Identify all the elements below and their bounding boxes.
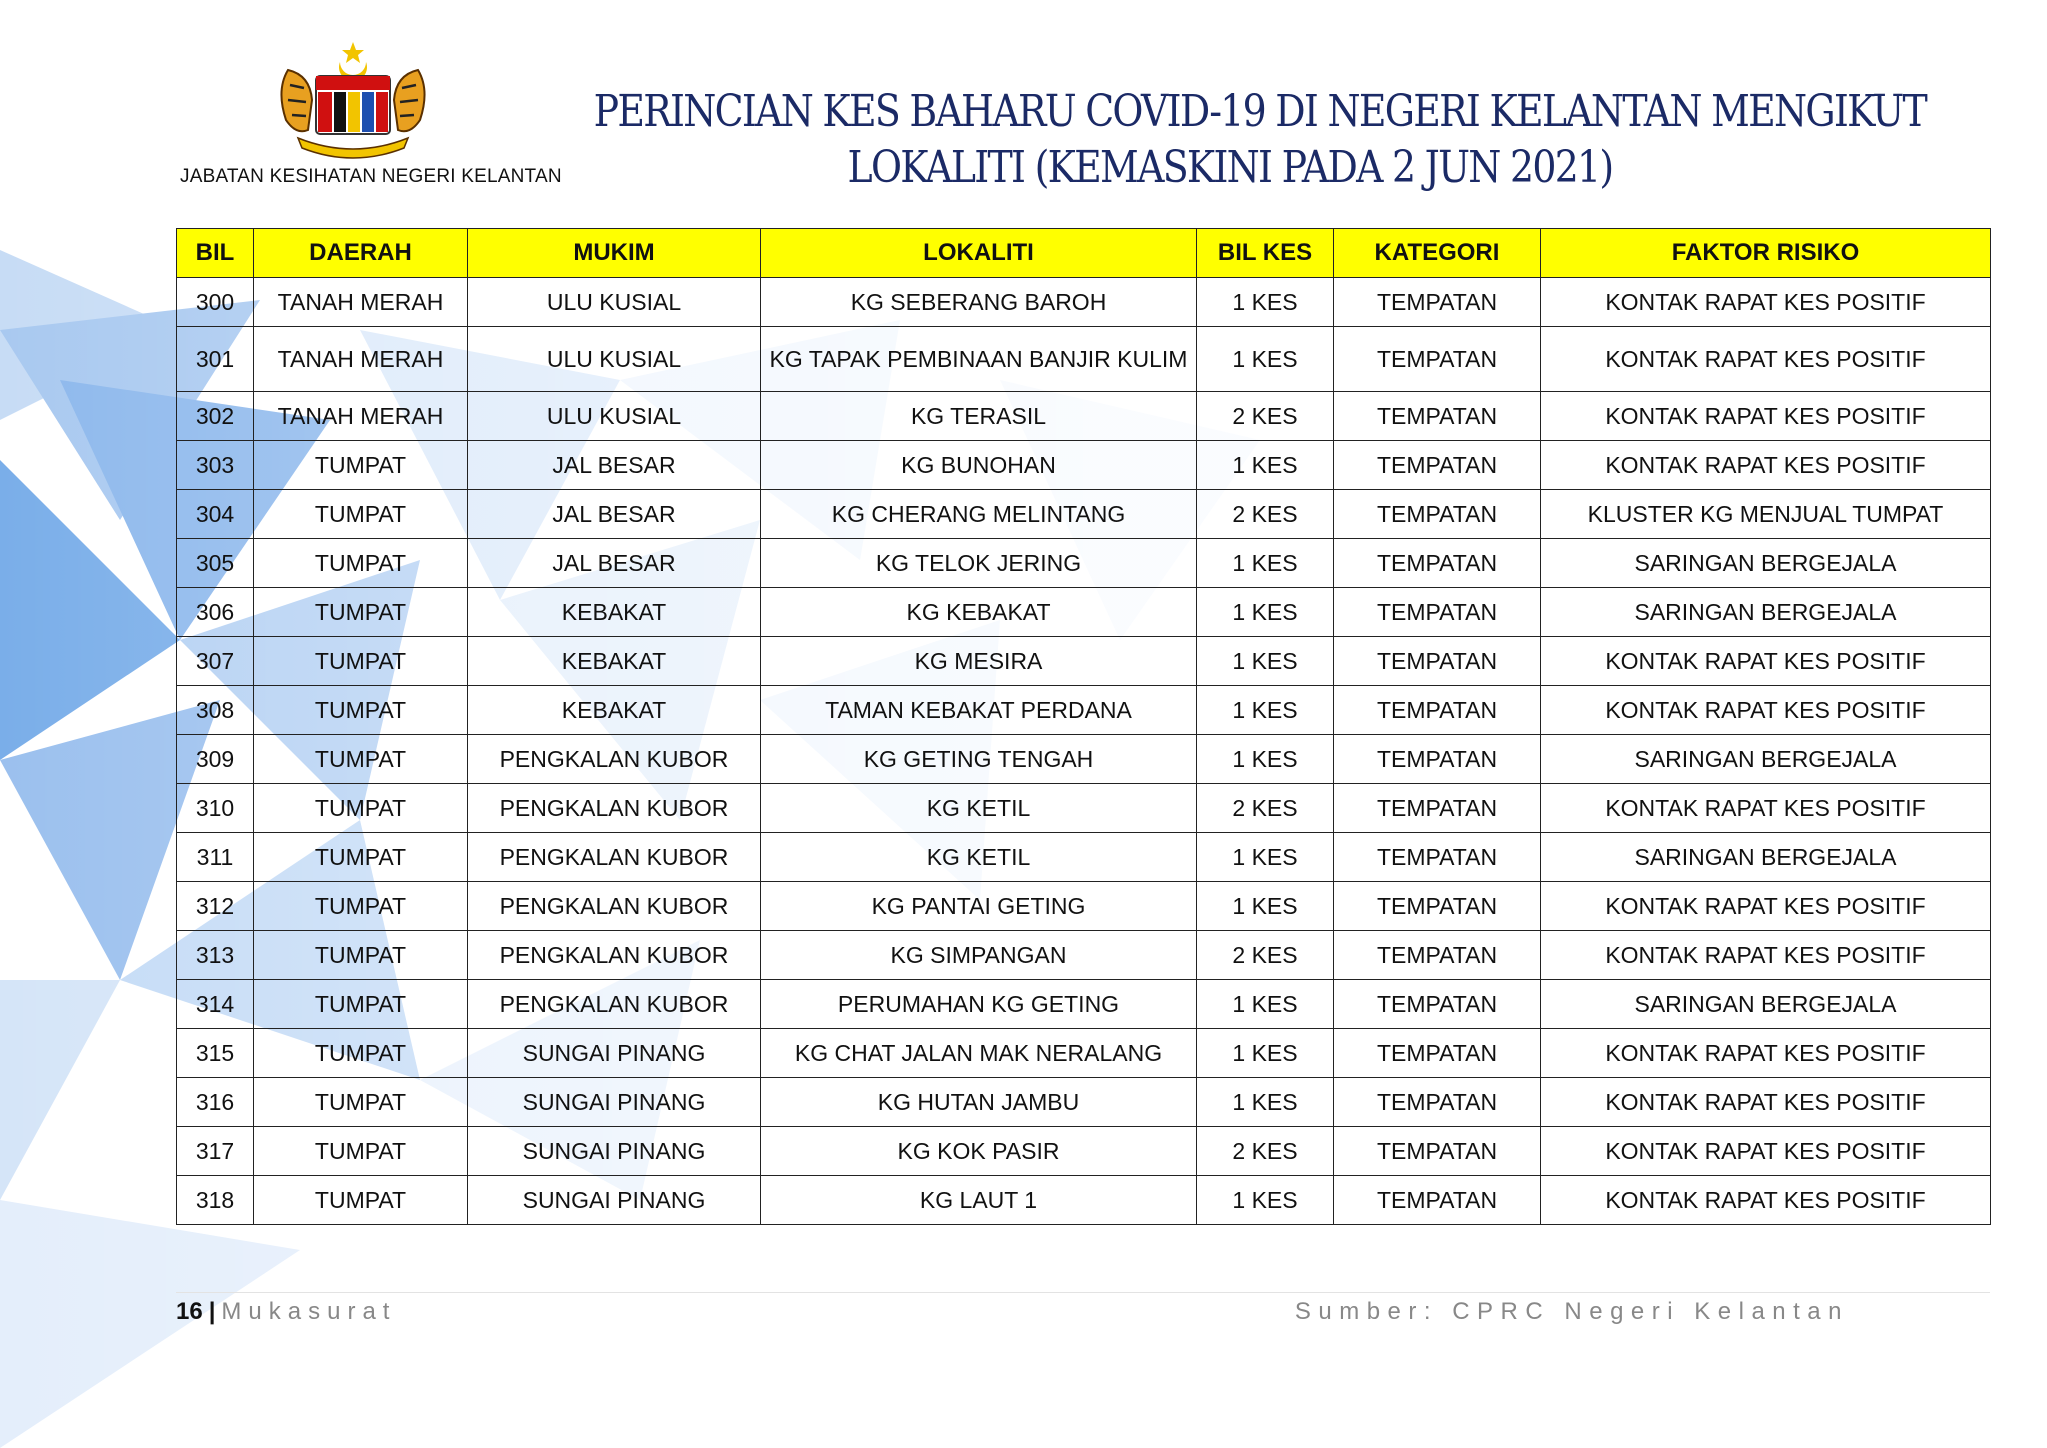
kategori-cell: TEMPATAN bbox=[1334, 784, 1541, 833]
table-row bbox=[177, 441, 1991, 490]
bil-kes-cell: 1 KES bbox=[1197, 1078, 1334, 1127]
mukim-cell: SUNGAI PINANG bbox=[468, 1078, 761, 1127]
bil-cell: 308 bbox=[177, 686, 254, 735]
mukim-cell: PENGKALAN KUBOR bbox=[468, 980, 761, 1029]
bil-cell: 316 bbox=[177, 1078, 254, 1127]
table-row bbox=[177, 882, 1991, 931]
faktor-risiko-cell: SARINGAN BERGEJALA bbox=[1541, 735, 1991, 784]
lokaliti-cell: KG KEBAKAT bbox=[761, 588, 1197, 637]
faktor-risiko-cell: SARINGAN BERGEJALA bbox=[1541, 588, 1991, 637]
daerah-cell: TANAH MERAH bbox=[254, 327, 468, 392]
table-row bbox=[177, 735, 1991, 784]
lokaliti-cell: KG KETIL bbox=[761, 833, 1197, 882]
organization-name: JABATAN KESIHATAN NEGERI KELANTAN bbox=[180, 166, 562, 187]
mukim-cell: JAL BESAR bbox=[468, 539, 761, 588]
bil-kes-cell: 1 KES bbox=[1197, 833, 1334, 882]
bil-cell: 314 bbox=[177, 980, 254, 1029]
table-row bbox=[177, 1176, 1991, 1225]
footer-divider bbox=[176, 1292, 1990, 1293]
table-row bbox=[177, 833, 1991, 882]
faktor-risiko-cell: KONTAK RAPAT KES POSITIF bbox=[1541, 327, 1991, 392]
lokaliti-cell: KG LAUT 1 bbox=[761, 1176, 1197, 1225]
lokaliti-cell: KG SIMPANGAN bbox=[761, 931, 1197, 980]
bil-kes-cell: 1 KES bbox=[1197, 637, 1334, 686]
bil-kes-cell: 2 KES bbox=[1197, 392, 1334, 441]
table-row bbox=[177, 327, 1991, 392]
daerah-cell: TUMPAT bbox=[254, 441, 468, 490]
table-row bbox=[177, 278, 1991, 327]
bil-cell: 300 bbox=[177, 278, 254, 327]
bil-kes-cell: 1 KES bbox=[1197, 588, 1334, 637]
daerah-cell: TANAH MERAH bbox=[254, 278, 468, 327]
faktor-risiko-cell: KONTAK RAPAT KES POSITIF bbox=[1541, 392, 1991, 441]
kategori-cell: TEMPATAN bbox=[1334, 833, 1541, 882]
bil-cell: 311 bbox=[177, 833, 254, 882]
bil-cell: 307 bbox=[177, 637, 254, 686]
page-footer-number bbox=[176, 1298, 396, 1326]
kategori-cell: TEMPATAN bbox=[1334, 980, 1541, 1029]
page-label: Mukasurat bbox=[221, 1298, 397, 1325]
mukim-cell: PENGKALAN KUBOR bbox=[468, 931, 761, 980]
kategori-cell: TEMPATAN bbox=[1334, 1176, 1541, 1225]
bil-cell: 302 bbox=[177, 392, 254, 441]
faktor-risiko-cell: KONTAK RAPAT KES POSITIF bbox=[1541, 1176, 1991, 1225]
faktor-risiko-cell: KONTAK RAPAT KES POSITIF bbox=[1541, 441, 1991, 490]
faktor-risiko-cell: KONTAK RAPAT KES POSITIF bbox=[1541, 931, 1991, 980]
column-header: BIL KES bbox=[1197, 229, 1334, 278]
lokaliti-cell: KG KOK PASIR bbox=[761, 1127, 1197, 1176]
daerah-cell: TUMPAT bbox=[254, 1078, 468, 1127]
bil-cell: 313 bbox=[177, 931, 254, 980]
page-header bbox=[0, 0, 2047, 230]
source-note: Sumber: CPRC Negeri Kelantan bbox=[1294, 1298, 1849, 1325]
table-row bbox=[177, 1078, 1991, 1127]
bil-cell: 312 bbox=[177, 882, 254, 931]
table-row bbox=[177, 490, 1991, 539]
mukim-cell: PENGKALAN KUBOR bbox=[468, 882, 761, 931]
cases-table bbox=[176, 228, 1991, 1225]
bil-cell: 304 bbox=[177, 490, 254, 539]
bil-cell: 305 bbox=[177, 539, 254, 588]
table-row bbox=[177, 784, 1991, 833]
bil-kes-cell: 1 KES bbox=[1197, 1176, 1334, 1225]
mukim-cell: SUNGAI PINANG bbox=[468, 1127, 761, 1176]
bil-kes-cell: 1 KES bbox=[1197, 1029, 1334, 1078]
faktor-risiko-cell: KONTAK RAPAT KES POSITIF bbox=[1541, 686, 1991, 735]
table-row bbox=[177, 637, 1991, 686]
column-header: MUKIM bbox=[468, 229, 761, 278]
daerah-cell: TANAH MERAH bbox=[254, 392, 468, 441]
mukim-cell: KEBAKAT bbox=[468, 637, 761, 686]
daerah-cell: TUMPAT bbox=[254, 882, 468, 931]
daerah-cell: TUMPAT bbox=[254, 1176, 468, 1225]
faktor-risiko-cell: KLUSTER KG MENJUAL TUMPAT bbox=[1541, 490, 1991, 539]
mukim-cell: PENGKALAN KUBOR bbox=[468, 735, 761, 784]
mukim-cell: PENGKALAN KUBOR bbox=[468, 833, 761, 882]
malaysia-coat-of-arms-icon bbox=[268, 40, 438, 160]
daerah-cell: TUMPAT bbox=[254, 686, 468, 735]
daerah-cell: TUMPAT bbox=[254, 1127, 468, 1176]
lokaliti-cell: KG TELOK JERING bbox=[761, 539, 1197, 588]
faktor-risiko-cell: SARINGAN BERGEJALA bbox=[1541, 833, 1991, 882]
mukim-cell: ULU KUSIAL bbox=[468, 327, 761, 392]
lokaliti-cell: KG PANTAI GETING bbox=[761, 882, 1197, 931]
bil-kes-cell: 2 KES bbox=[1197, 931, 1334, 980]
daerah-cell: TUMPAT bbox=[254, 588, 468, 637]
kategori-cell: TEMPATAN bbox=[1334, 327, 1541, 392]
bil-cell: 303 bbox=[177, 441, 254, 490]
kategori-cell: TEMPATAN bbox=[1334, 735, 1541, 784]
column-header: FAKTOR RISIKO bbox=[1541, 229, 1991, 278]
faktor-risiko-cell: KONTAK RAPAT KES POSITIF bbox=[1541, 1127, 1991, 1176]
column-header: DAERAH bbox=[254, 229, 468, 278]
mukim-cell: ULU KUSIAL bbox=[468, 392, 761, 441]
table-row bbox=[177, 1029, 1991, 1078]
bil-cell: 306 bbox=[177, 588, 254, 637]
table-row bbox=[177, 539, 1991, 588]
faktor-risiko-cell: KONTAK RAPAT KES POSITIF bbox=[1541, 784, 1991, 833]
lokaliti-cell: KG BUNOHAN bbox=[761, 441, 1197, 490]
bil-kes-cell: 1 KES bbox=[1197, 735, 1334, 784]
kategori-cell: TEMPATAN bbox=[1334, 882, 1541, 931]
bil-kes-cell: 1 KES bbox=[1197, 278, 1334, 327]
lokaliti-cell: KG CHAT JALAN MAK NERALANG bbox=[761, 1029, 1197, 1078]
table-row bbox=[177, 980, 1991, 1029]
kategori-cell: TEMPATAN bbox=[1334, 588, 1541, 637]
kategori-cell: TEMPATAN bbox=[1334, 637, 1541, 686]
daerah-cell: TUMPAT bbox=[254, 833, 468, 882]
lokaliti-cell: KG GETING TENGAH bbox=[761, 735, 1197, 784]
daerah-cell: TUMPAT bbox=[254, 1029, 468, 1078]
bil-kes-cell: 1 KES bbox=[1197, 980, 1334, 1029]
faktor-risiko-cell: KONTAK RAPAT KES POSITIF bbox=[1541, 1078, 1991, 1127]
kategori-cell: TEMPATAN bbox=[1334, 441, 1541, 490]
lokaliti-cell: PERUMAHAN KG GETING bbox=[761, 980, 1197, 1029]
faktor-risiko-cell: KONTAK RAPAT KES POSITIF bbox=[1541, 278, 1991, 327]
faktor-risiko-cell: SARINGAN BERGEJALA bbox=[1541, 539, 1991, 588]
lokaliti-cell: KG MESIRA bbox=[761, 637, 1197, 686]
table-row bbox=[177, 931, 1991, 980]
bil-cell: 309 bbox=[177, 735, 254, 784]
table-row bbox=[177, 588, 1991, 637]
table-header-row bbox=[177, 229, 1991, 278]
mukim-cell: SUNGAI PINANG bbox=[468, 1029, 761, 1078]
kategori-cell: TEMPATAN bbox=[1334, 686, 1541, 735]
kategori-cell: TEMPATAN bbox=[1334, 392, 1541, 441]
bil-kes-cell: 1 KES bbox=[1197, 327, 1334, 392]
kategori-cell: TEMPATAN bbox=[1334, 1029, 1541, 1078]
daerah-cell: TUMPAT bbox=[254, 539, 468, 588]
daerah-cell: TUMPAT bbox=[254, 784, 468, 833]
faktor-risiko-cell: SARINGAN BERGEJALA bbox=[1541, 980, 1991, 1029]
column-header: LOKALITI bbox=[761, 229, 1197, 278]
page-number: 16 bbox=[176, 1298, 203, 1325]
mukim-cell: KEBAKAT bbox=[468, 686, 761, 735]
kategori-cell: TEMPATAN bbox=[1334, 931, 1541, 980]
kategori-cell: TEMPATAN bbox=[1334, 1078, 1541, 1127]
mukim-cell: PENGKALAN KUBOR bbox=[468, 784, 761, 833]
column-header: BIL bbox=[177, 229, 254, 278]
lokaliti-cell: KG SEBERANG BAROH bbox=[761, 278, 1197, 327]
lokaliti-cell: KG TAPAK PEMBINAAN BANJIR KULIM bbox=[761, 327, 1197, 392]
daerah-cell: TUMPAT bbox=[254, 637, 468, 686]
lokaliti-cell: KG KETIL bbox=[761, 784, 1197, 833]
daerah-cell: TUMPAT bbox=[254, 735, 468, 784]
mukim-cell: JAL BESAR bbox=[468, 441, 761, 490]
mukim-cell: ULU KUSIAL bbox=[468, 278, 761, 327]
column-header: KATEGORI bbox=[1334, 229, 1541, 278]
lokaliti-cell: KG CHERANG MELINTANG bbox=[761, 490, 1197, 539]
kategori-cell: TEMPATAN bbox=[1334, 490, 1541, 539]
kategori-cell: TEMPATAN bbox=[1334, 1127, 1541, 1176]
mukim-cell: SUNGAI PINANG bbox=[468, 1176, 761, 1225]
page-title bbox=[593, 84, 1927, 196]
title-line-2: LOKALITI (KEMASKINI PADA 2 JUN 2021) bbox=[847, 142, 1613, 193]
bil-kes-cell: 1 KES bbox=[1197, 441, 1334, 490]
faktor-risiko-cell: KONTAK RAPAT KES POSITIF bbox=[1541, 882, 1991, 931]
table-row bbox=[177, 392, 1991, 441]
kategori-cell: TEMPATAN bbox=[1334, 278, 1541, 327]
bil-kes-cell: 1 KES bbox=[1197, 686, 1334, 735]
lokaliti-cell: KG HUTAN JAMBU bbox=[761, 1078, 1197, 1127]
lokaliti-cell: TAMAN KEBAKAT PERDANA bbox=[761, 686, 1197, 735]
bil-cell: 310 bbox=[177, 784, 254, 833]
bil-kes-cell: 2 KES bbox=[1197, 1127, 1334, 1176]
daerah-cell: TUMPAT bbox=[254, 980, 468, 1029]
bil-kes-cell: 1 KES bbox=[1197, 539, 1334, 588]
bil-cell: 318 bbox=[177, 1176, 254, 1225]
bil-cell: 317 bbox=[177, 1127, 254, 1176]
bil-kes-cell: 2 KES bbox=[1197, 784, 1334, 833]
table-row bbox=[177, 686, 1991, 735]
footer-separator: | bbox=[208, 1298, 216, 1325]
kategori-cell: TEMPATAN bbox=[1334, 539, 1541, 588]
daerah-cell: TUMPAT bbox=[254, 931, 468, 980]
bil-cell: 315 bbox=[177, 1029, 254, 1078]
faktor-risiko-cell: KONTAK RAPAT KES POSITIF bbox=[1541, 1029, 1991, 1078]
daerah-cell: TUMPAT bbox=[254, 490, 468, 539]
lokaliti-cell: KG TERASIL bbox=[761, 392, 1197, 441]
bil-cell: 301 bbox=[177, 327, 254, 392]
bil-kes-cell: 1 KES bbox=[1197, 882, 1334, 931]
mukim-cell: JAL BESAR bbox=[468, 490, 761, 539]
faktor-risiko-cell: KONTAK RAPAT KES POSITIF bbox=[1541, 637, 1991, 686]
bil-kes-cell: 2 KES bbox=[1197, 490, 1334, 539]
title-line-1: PERINCIAN KES BAHARU COVID-19 DI NEGERI KELANTAN MENGIKUT bbox=[593, 86, 1927, 137]
mukim-cell: KEBAKAT bbox=[468, 588, 761, 637]
table-row bbox=[177, 1127, 1991, 1176]
